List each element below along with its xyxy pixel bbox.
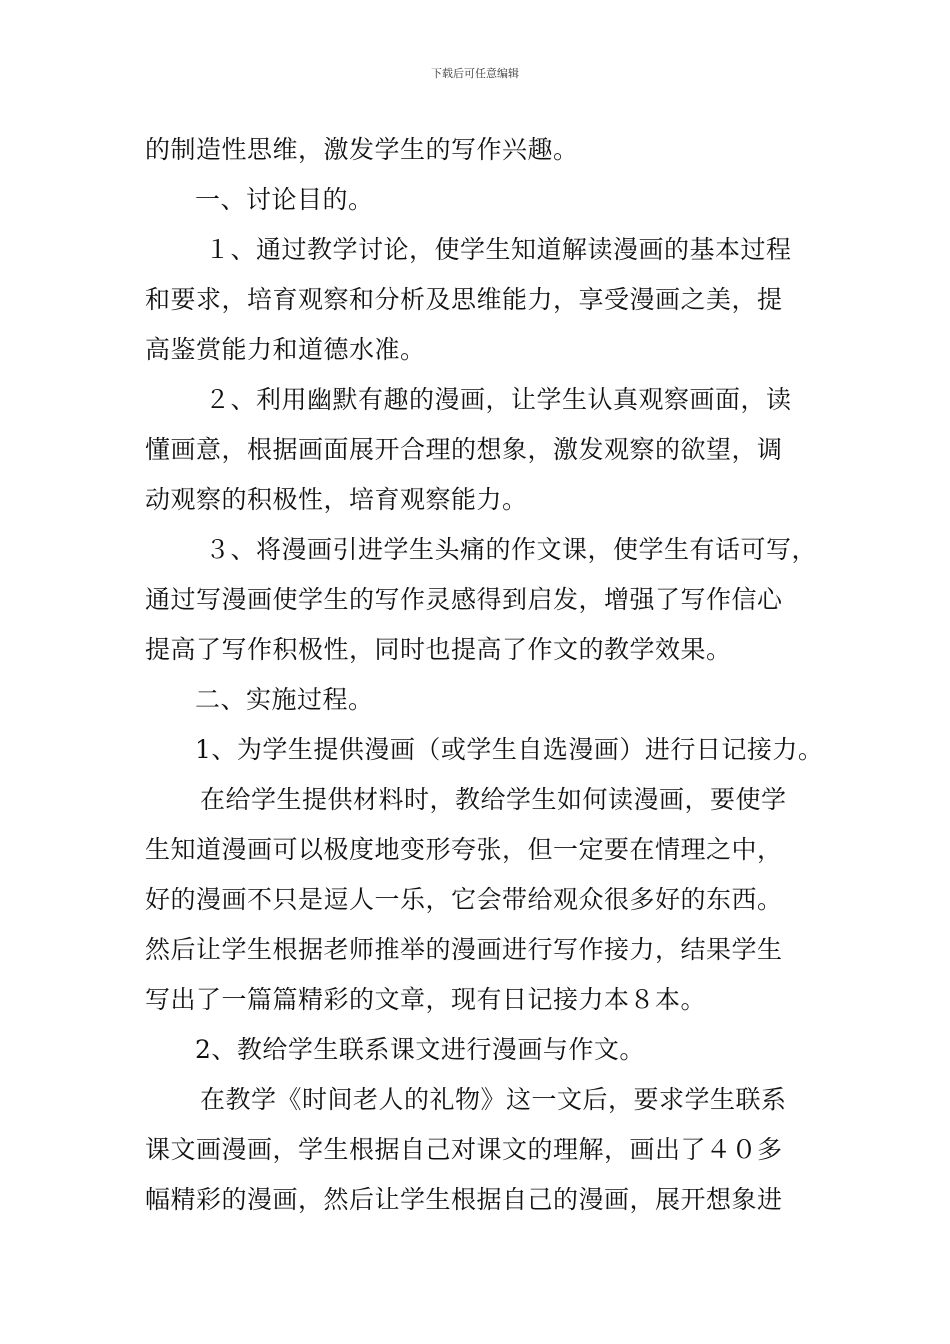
subsection-heading: 1、为学生提供漫画（或学生自选漫画）进行日记接力。	[195, 735, 824, 764]
text-line: 通过写漫画使学生的写作灵感得到启发，增强了写作信心	[145, 585, 783, 614]
page-header-note: 下载后可任意编辑	[431, 67, 519, 80]
text-line: 和要求，培育观察和分析及思维能力，享受漫画之美，提	[145, 285, 783, 314]
text-line: 动观察的积极性，培育观察能力。	[145, 485, 528, 514]
text-line: 的制造性思维，激发学生的写作兴趣。	[145, 135, 579, 164]
text-line: 课文画漫画，学生根据自己对课文的理解，画出了４０多	[145, 1135, 783, 1164]
text-line: 然后让学生根据老师推举的漫画进行写作接力，结果学生	[145, 935, 783, 964]
text-line: ３、将漫画引进学生头痛的作文课，使学生有话可写，	[205, 535, 818, 564]
section-heading: 二、实施过程。	[195, 685, 374, 714]
text-line: 在给学生提供材料时，教给学生如何读漫画，要使学	[200, 785, 787, 814]
text-line: 高鉴赏能力和道德水准。	[145, 335, 426, 364]
text-line: 在教学《时间老人的礼物》这一文后，要求学生联系	[200, 1085, 787, 1114]
text-line: 生知道漫画可以极度地变形夸张，但一定要在情理之中，	[145, 835, 783, 864]
text-line: 幅精彩的漫画，然后让学生根据自己的漫画，展开想象进	[145, 1185, 783, 1214]
text-line: 懂画意，根据画面展开合理的想象，激发观察的欲望，调	[145, 435, 783, 464]
text-line: 提高了写作积极性，同时也提高了作文的教学效果。	[145, 635, 732, 664]
text-line: ２、利用幽默有趣的漫画，让学生认真观察画面，读	[205, 385, 792, 414]
text-line: 好的漫画不只是逗人一乐，它会带给观众很多好的东西。	[145, 885, 783, 914]
text-line: １、通过教学讨论，使学生知道解读漫画的基本过程	[205, 235, 792, 264]
text-line: 写出了一篇篇精彩的文章，现有日记接力本８本。	[145, 985, 707, 1014]
section-heading: 一、讨论目的。	[195, 185, 374, 214]
subsection-heading: 2、教给学生联系课文进行漫画与作文。	[195, 1035, 645, 1064]
